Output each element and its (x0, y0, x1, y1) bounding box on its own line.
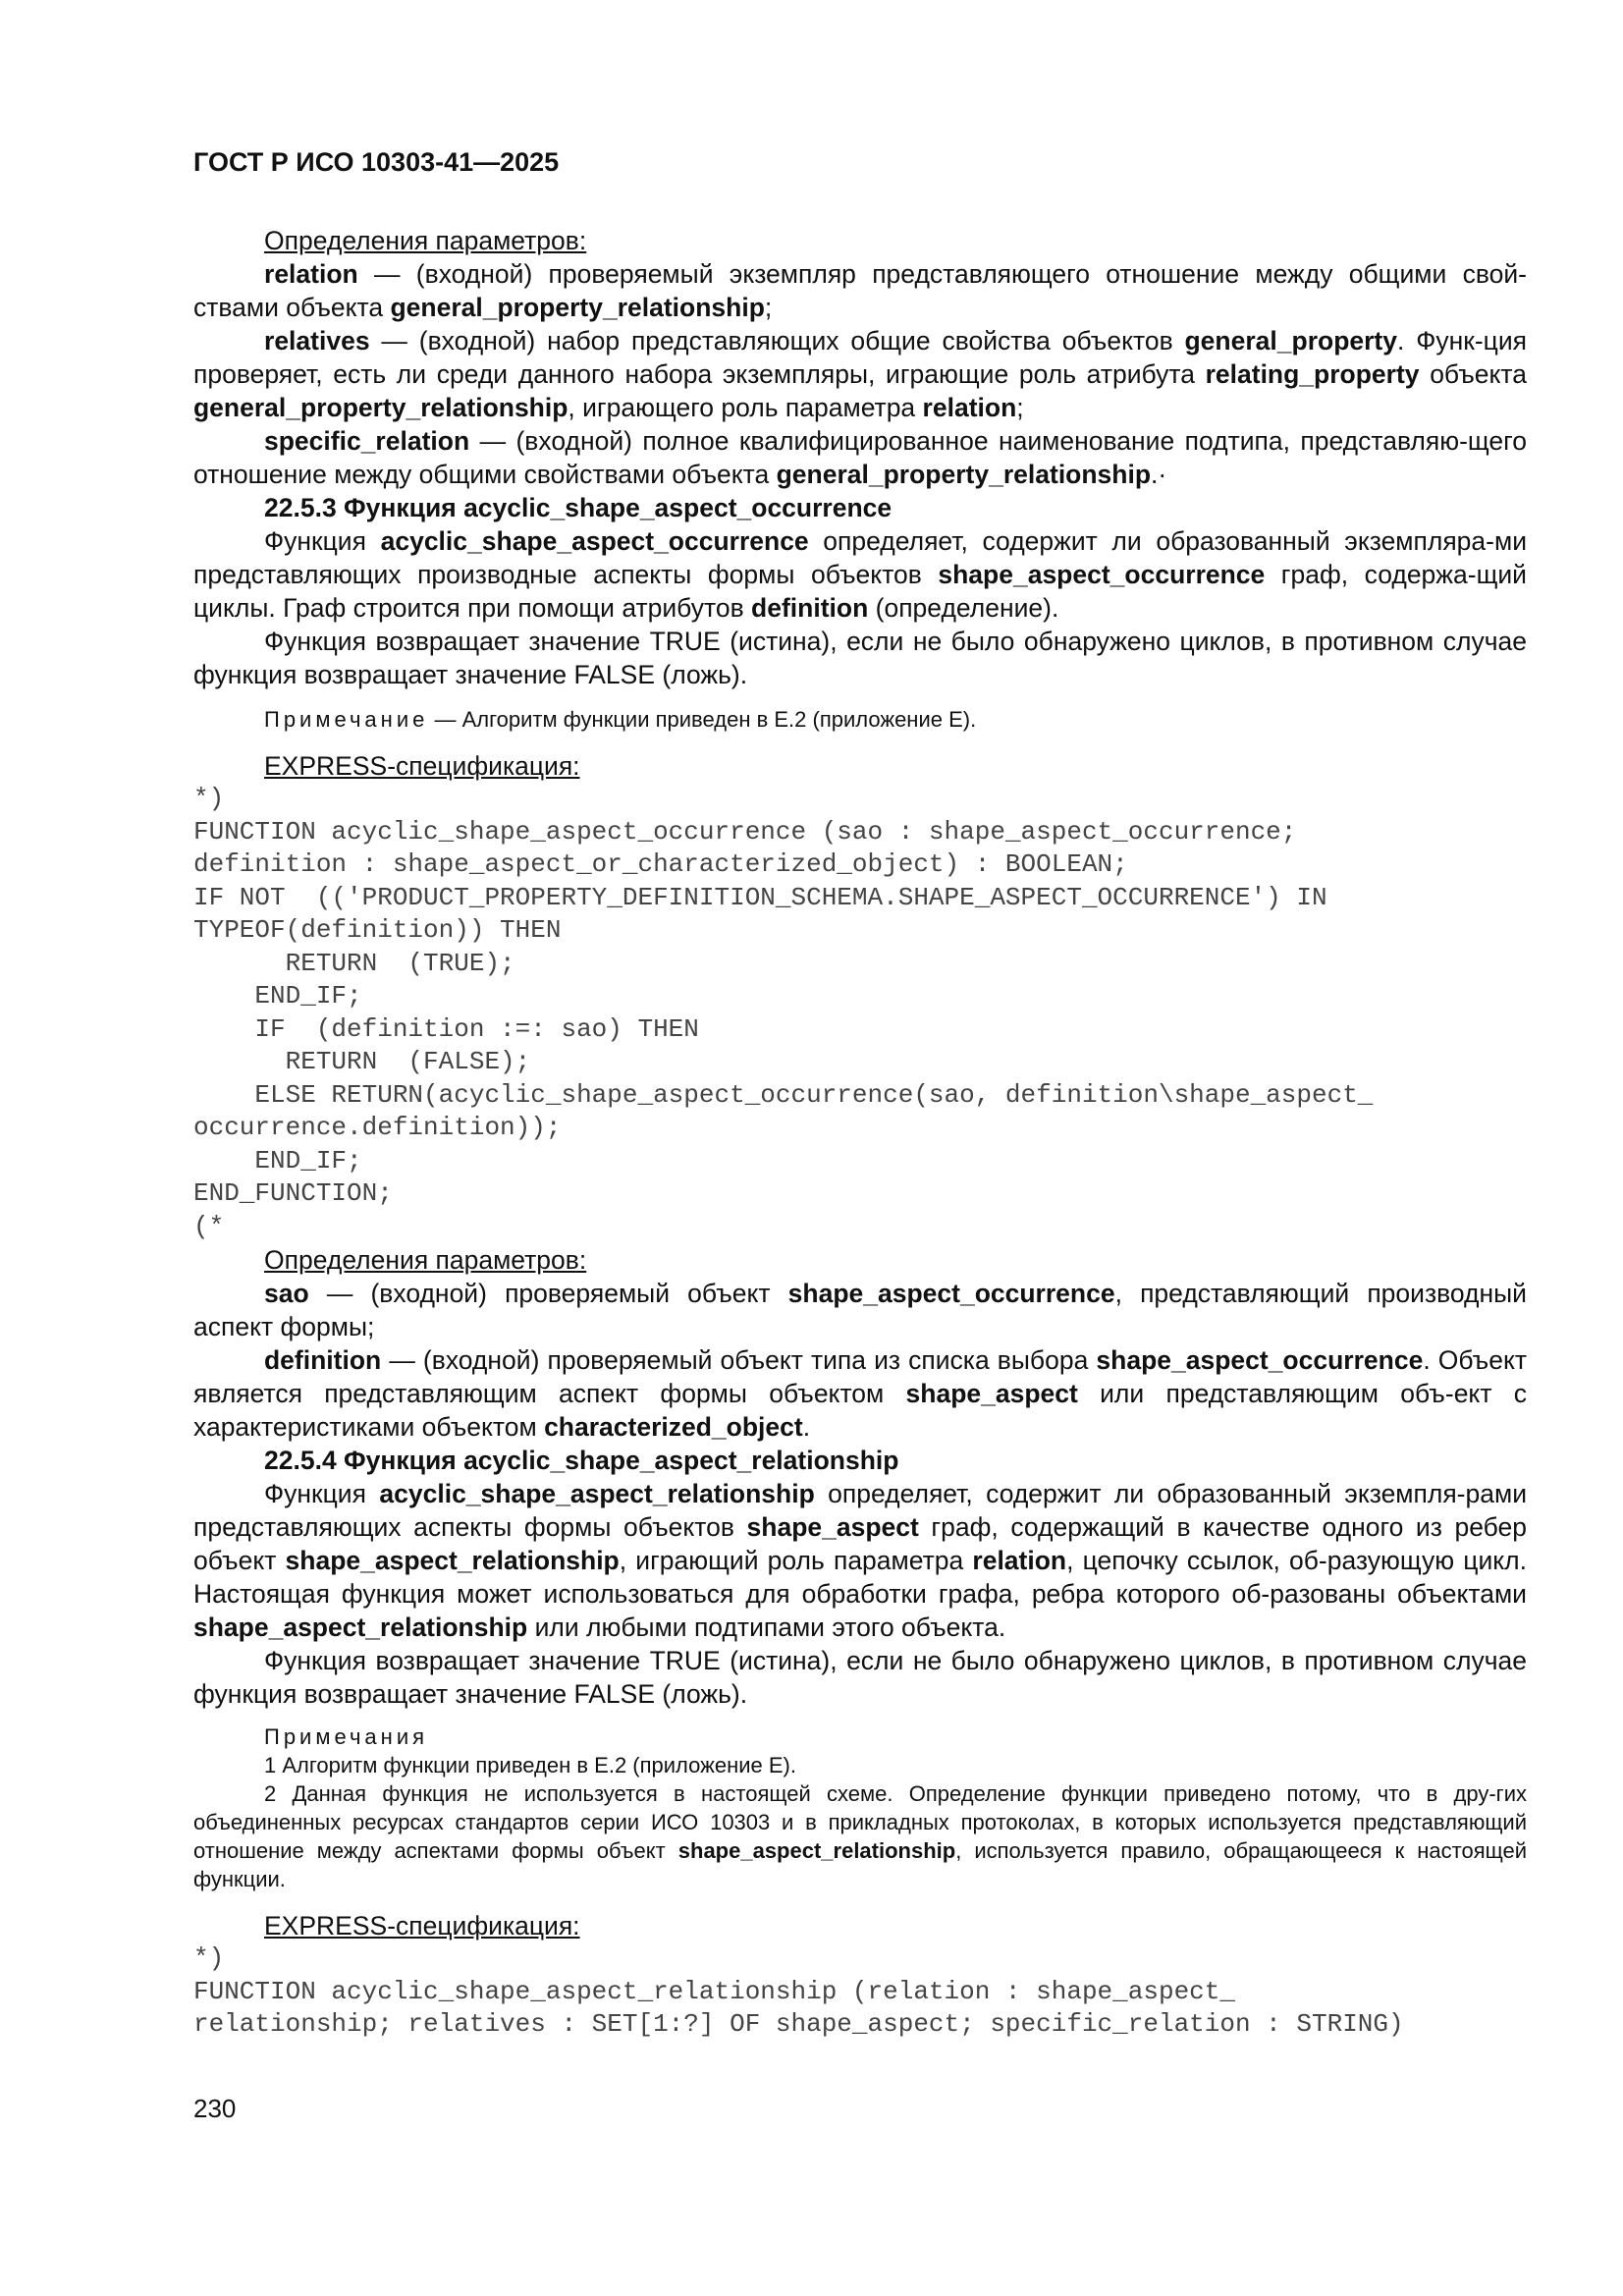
s2-express-title: EXPRESS-спецификация: (264, 751, 580, 781)
param-specific-relation: specific_relation — (входной) полное квалифицированное наименование подтипа, представляю-щего отношение между общими свойствами объекта general_property_relationship.· (193, 426, 1527, 489)
param-def-title: Определения параметров: (264, 226, 587, 255)
s3-note-2: 2 Данная функция не используется в настоящей схеме. Определение функции приведено потому, что в дру-гих объединенных ресурсах стандартов серии ИСО 10303 и в прикладных протоколах, в которых используется представляющий отношение между аспектами формы объект shape_aspect_relationship, используется правило, обращающееся к настоящей функции. (193, 1781, 1527, 1891)
param-relation: relation — (входной) проверяемый экземпляр представляющего отношение между общими свой-ствами объекта general_property_relationship; (193, 259, 1527, 322)
page-header: ГОСТ Р ИСО 10303-41—2025 (193, 147, 560, 177)
s2-note: Примечание — Алгоритм функции приведен в Е.2 (приложение Е). (264, 707, 977, 732)
param-definition: definition — (входной) проверяемый объект типа из списка выбора shape_aspect_occurrence. Объект является представляющим аспект формы объектом shape_aspect или представляющим объ-ект с характеристиками объектом characterized_object. (193, 1345, 1528, 1442)
s3-notes-label: Примечания (264, 1724, 429, 1749)
s2-express-code: *) FUNCTION acyclic_shape_aspect_occurrence (sao : shape_aspect_occurrence; definition : shape_aspect_or_characterized_object) : BOOLEAN; IF NOT (('PRODUCT_PROPERTY_DEFINITION_SCHEMA.SHAPE_ASPECT_OCCURRENCE') IN TYPEOF(definition)) THEN RETURN (TRUE); END_IF; IF (definition :=: sao) THEN RETURN (FALSE); ELSE RETURN(acyclic_shape_aspect_occurrence(sao, definition\shape_aspect_ occurrence.definition)); END_IF; END_FUNCTION; (* (193, 784, 1374, 1241)
s3-note-1: 1 Алгоритм функции приведен в Е.2 (приложение Е). (264, 1753, 796, 1777)
section-heading-22-5-4: 22.5.4 Функция acyclic_shape_aspect_relationship (264, 1446, 899, 1475)
s3-paragraph-1: Функция acyclic_shape_aspect_relationship определяет, содержит ли образованный экземпля-рами представляющих аспекты формы объектов shape_aspect граф, содержащий в качестве одного из ребер объект shape_aspect_relationship, играющий роль параметра relation, цепочку ссылок, об-разующую цикл. Настоящая функция может использоваться для обработки графа, ребра которого об-разованы объектами shape_aspect_relationship или любыми подтипами этого объекта. (193, 1479, 1528, 1642)
s2-param-def-title: Определения параметров: (264, 1245, 587, 1275)
s3-express-code: *) FUNCTION acyclic_shape_aspect_relationship (relation : shape_aspect_ relationship; relatives : SET[1:?] OF shape_aspect; specific_relation : STRING) (193, 1943, 1404, 2039)
s3-notes (193, 1722, 1527, 1893)
page-number: 230 (193, 2094, 237, 2123)
param-relatives: relatives — (входной) набор представляющих общие свойства объектов general_property. Функ-ция проверяет, есть ли среди данного набора экземпляры, играющие роль атрибута relating_property объекта general_property_relationship, играющего роль параметра relation; (193, 326, 1528, 422)
section-heading-22-5-3: 22.5.3 Функция acyclic_shape_aspect_occurrence (264, 493, 893, 522)
s2-paragraph-1: Функция acyclic_shape_aspect_occurrence определяет, содержит ли образованный экземпляра-ми представляющих производные аспекты формы объектов shape_aspect_occurrence граф, содержа-щий циклы. Граф строится при помощи атрибутов definition (определение). (193, 526, 1528, 623)
s3-paragraph-2: Функция возвращает значение TRUE (истина), если не было обнаружено циклов, в противном случае функция возвращает значение FALSE (ложь). (193, 1646, 1527, 1709)
s2-paragraph-2: Функция возвращает значение TRUE (истина), если не было обнаружено циклов, в противном случае функция возвращает значение FALSE (ложь). (193, 627, 1527, 689)
page-body (193, 224, 1527, 2042)
s3-express-title: EXPRESS-спецификация: (264, 1911, 580, 1941)
param-sao: sao — (входной) проверяемый объект shape_aspect_occurrence, представляющий производный аспект формы; (193, 1279, 1527, 1341)
